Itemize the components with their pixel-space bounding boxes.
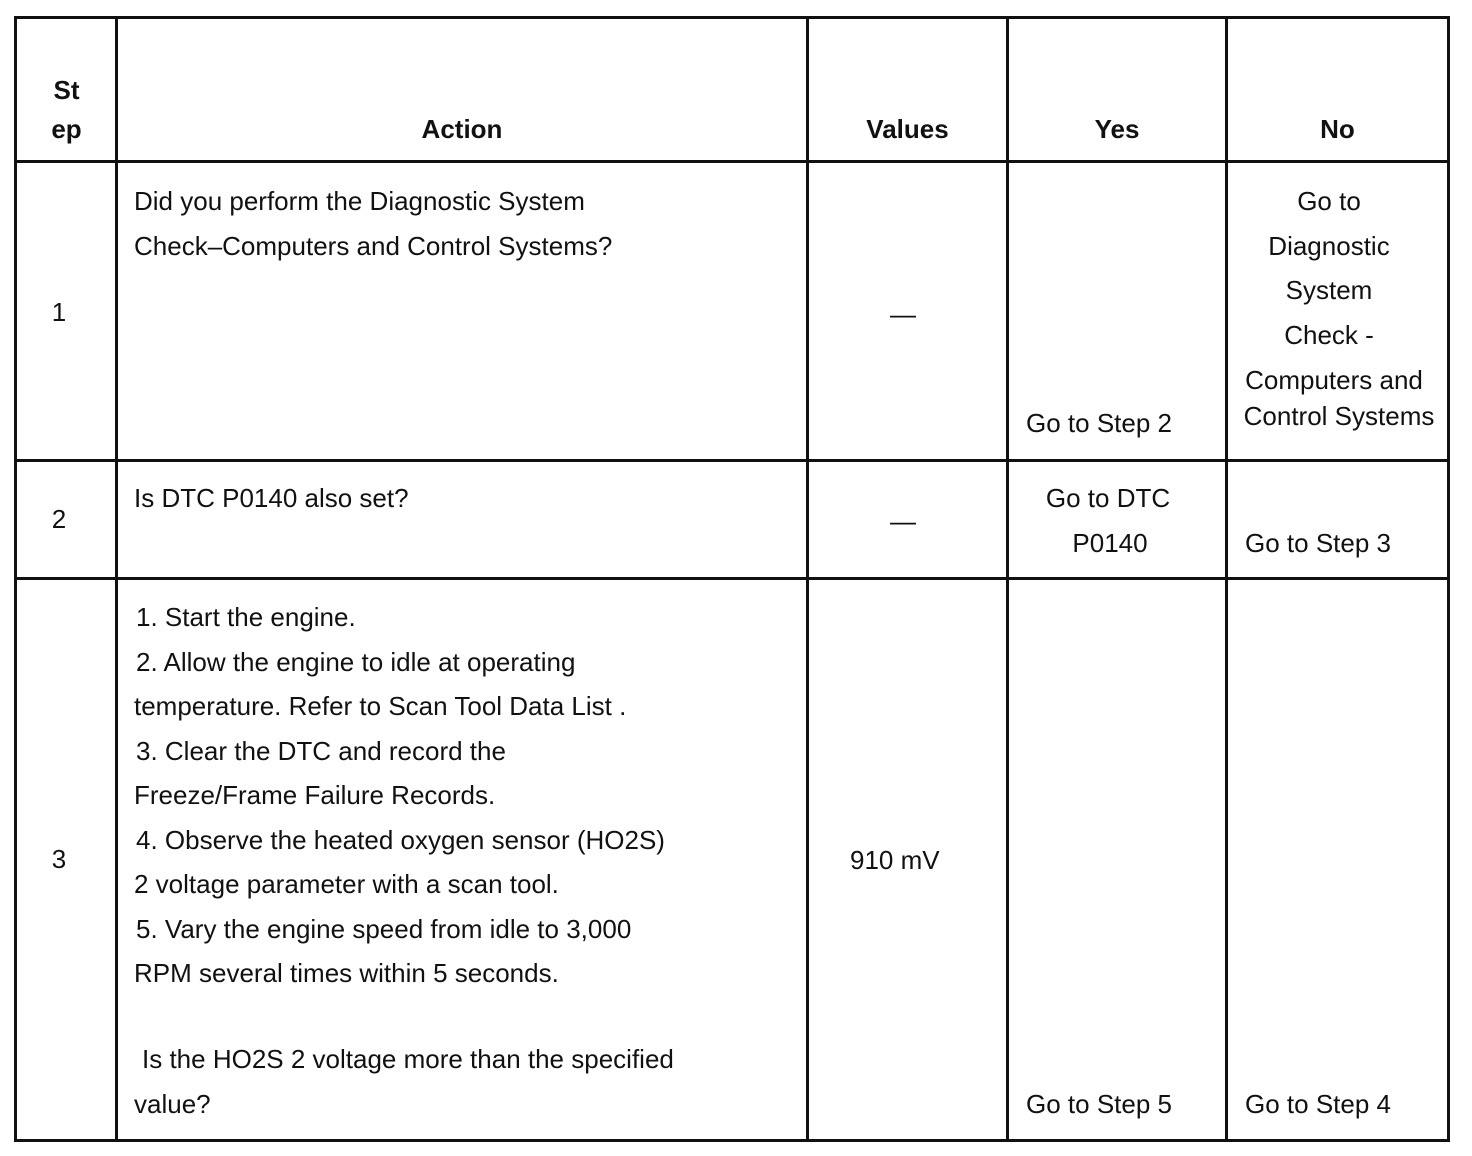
value-cell: — [890,299,916,329]
header-no: No [1320,114,1355,144]
action-line: Freeze/Frame Failure Records. [134,780,496,810]
value-cell: — [890,506,916,536]
action-line: 2 voltage parameter with a scan tool. [134,869,559,899]
header-values: Values [866,114,949,144]
action-line: Is DTC P0140 also set? [134,483,409,513]
value-cell: 910 mV [850,845,940,875]
no-cell: Go to Step 4 [1245,1089,1391,1119]
yes-cell: Go to Step 2 [1026,408,1172,438]
no-cell-line: Computers and [1245,365,1423,395]
yes-cell-line: Go to DTC [1045,483,1171,513]
action-line: value? [134,1089,211,1119]
no-cell: Go to Step 3 [1245,528,1391,558]
action-line: Is the HO2S 2 voltage more than the specified [142,1044,674,1074]
action-line: RPM several times within 5 seconds. [134,958,559,988]
step-number: 2 [51,504,67,534]
row-divider [14,459,1450,462]
action-line: Check–Computers and Control Systems? [134,231,613,261]
step-number: 1 [51,297,67,327]
yes-cell: Go to Step 5 [1026,1089,1172,1119]
action-line: 3. Clear the DTC and record the [136,736,506,766]
no-cell-line: Diagnostic [1268,231,1390,261]
header-step-line2: ep [51,114,82,144]
action-line: 2. Allow the engine to idle at operating [136,647,576,677]
step-number: 3 [51,844,67,874]
header-step-line1: St [53,75,80,105]
yes-cell-line: P0140 [1072,528,1148,558]
action-line: 5. Vary the engine speed from idle to 3,000 [136,914,632,944]
row-divider [14,160,1450,163]
no-cell-line: Check - [1284,320,1374,350]
header-action: Action [421,114,503,144]
row-divider [14,577,1450,580]
no-cell-line: Control Systems [1243,401,1435,431]
action-line: 4. Observe the heated oxygen sensor (HO2S) [136,825,665,855]
header-yes: Yes [1094,114,1140,144]
action-line: temperature. Refer to Scan Tool Data List . [134,691,627,721]
no-cell-line: System [1285,275,1373,305]
no-cell-line: Go to [1297,186,1361,216]
action-line: Did you perform the Diagnostic System [134,186,585,216]
action-line: 1. Start the engine. [136,602,356,632]
